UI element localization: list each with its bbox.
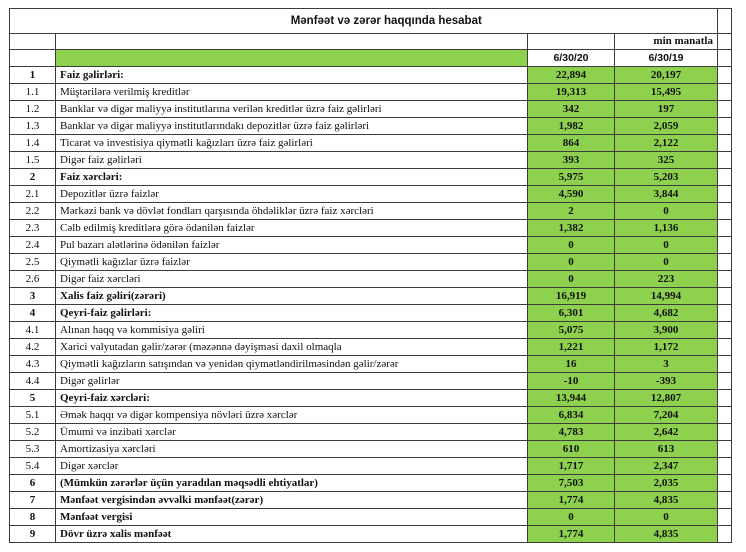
row-label: Qeyri-faiz xərcləri: [56, 390, 528, 407]
table-row [10, 390, 732, 407]
value-2020: 1,221 [528, 339, 615, 356]
value-2019: 3,900 [615, 322, 718, 339]
spacer-cell [718, 458, 732, 475]
income-statement-table [9, 8, 732, 543]
row-label: Ümumi və inzibati xərclər [56, 424, 528, 441]
table-row [10, 237, 732, 254]
row-index: 2.4 [10, 237, 56, 254]
spacer-cell [718, 271, 732, 288]
row-label: Qeyri-faiz gəlirləri: [56, 305, 528, 322]
table-row [10, 441, 732, 458]
table-row [10, 135, 732, 152]
value-2020: 2 [528, 203, 615, 220]
row-index: 2.1 [10, 186, 56, 203]
report-title: Mənfəət və zərər haqqında hesabat [56, 9, 718, 34]
row-label: Digər faiz gəlirləri [56, 152, 528, 169]
table-row [10, 67, 732, 84]
value-2020: 4,590 [528, 186, 615, 203]
spacer-cell [718, 441, 732, 458]
row-label: Amortizasiya xərcləri [56, 441, 528, 458]
date-header-row [10, 50, 732, 67]
row-label: Digər faiz xərcləri [56, 271, 528, 288]
row-label: Əmək haqqı və digər kompensiya növləri üzrə xərclər [56, 407, 528, 424]
value-2020: 0 [528, 509, 615, 526]
value-2020: 0 [528, 254, 615, 271]
table-row [10, 407, 732, 424]
value-2019: 4,682 [615, 305, 718, 322]
row-index: 1.2 [10, 101, 56, 118]
row-index: 9 [10, 526, 56, 543]
value-2019: 4,835 [615, 526, 718, 543]
header-highlight [56, 50, 528, 67]
row-index: 5 [10, 390, 56, 407]
table-row [10, 356, 732, 373]
row-label: Pul bazarı alətlərinə ödənilən faizlər [56, 237, 528, 254]
row-index: 4.1 [10, 322, 56, 339]
row-label: Müştərilərə verilmiş kreditlər [56, 84, 528, 101]
table-row [10, 458, 732, 475]
table-row [10, 101, 732, 118]
spacer-cell [718, 526, 732, 543]
spacer-cell [718, 509, 732, 526]
row-label: Qiymətli kağızların satışından və yenidən qiymətləndirilməsindən gəlir/zərər [56, 356, 528, 373]
row-index: 5.4 [10, 458, 56, 475]
spacer-cell [718, 135, 732, 152]
column-header-2020: 6/30/20 [528, 50, 615, 67]
row-label: Xarici valyutadan gəlir/zərər (məzənnə dəyişməsi daxil olmaqla [56, 339, 528, 356]
spacer-cell [718, 169, 732, 186]
table-row [10, 339, 732, 356]
row-label: Digər gəlirlər [56, 373, 528, 390]
table-row [10, 203, 732, 220]
value-2019: 5,203 [615, 169, 718, 186]
column-header-2019: 6/30/19 [615, 50, 718, 67]
row-index: 2.3 [10, 220, 56, 237]
row-label: Mənfəət vergisindən əvvəlki mənfəət(zərər) [56, 492, 528, 509]
row-label: Digər xərclər [56, 458, 528, 475]
value-2019: 0 [615, 203, 718, 220]
spacer-cell [718, 118, 732, 135]
row-index: 2 [10, 169, 56, 186]
row-label: Banklar və digər maliyyə institutlarına verilən kreditlər üzrə faiz gəlirləri [56, 101, 528, 118]
value-2020: 1,774 [528, 492, 615, 509]
spacer-cell [718, 424, 732, 441]
row-index: 1.1 [10, 84, 56, 101]
unit-row [10, 34, 732, 50]
table-row [10, 84, 732, 101]
table-row [10, 152, 732, 169]
row-index: 8 [10, 509, 56, 526]
value-2020: 1,717 [528, 458, 615, 475]
row-index: 1.5 [10, 152, 56, 169]
value-2020: 864 [528, 135, 615, 152]
row-index: 2.2 [10, 203, 56, 220]
table-row [10, 475, 732, 492]
row-label: Cəlb edilmiş kreditlərə görə ödənilən faizlər [56, 220, 528, 237]
value-2020: -10 [528, 373, 615, 390]
row-label: Depozitlər üzrə faizlər [56, 186, 528, 203]
value-2019: 3,844 [615, 186, 718, 203]
value-2019: 2,347 [615, 458, 718, 475]
row-label: Ticarət və investisiya qiymətli kağızları üzrə faiz gəlirləri [56, 135, 528, 152]
table-row [10, 118, 732, 135]
spacer-cell [718, 407, 732, 424]
row-index: 5.1 [10, 407, 56, 424]
row-index: 6 [10, 475, 56, 492]
value-2019: -393 [615, 373, 718, 390]
table-row [10, 305, 732, 322]
spacer-cell [718, 186, 732, 203]
spacer-cell [718, 356, 732, 373]
row-index: 7 [10, 492, 56, 509]
value-2020: 19,313 [528, 84, 615, 101]
row-index: 2.6 [10, 271, 56, 288]
value-2019: 0 [615, 254, 718, 271]
value-2019: 14,994 [615, 288, 718, 305]
value-2019: 12,807 [615, 390, 718, 407]
row-label: Faiz xərcləri: [56, 169, 528, 186]
value-2020: 16 [528, 356, 615, 373]
row-index: 1.3 [10, 118, 56, 135]
row-index: 4.2 [10, 339, 56, 356]
spacer-cell [718, 84, 732, 101]
spacer-cell [718, 67, 732, 84]
value-2019: 4,835 [615, 492, 718, 509]
value-2019: 15,495 [615, 84, 718, 101]
value-2019: 20,197 [615, 67, 718, 84]
value-2020: 5,975 [528, 169, 615, 186]
value-2019: 2,035 [615, 475, 718, 492]
spacer-cell [718, 322, 732, 339]
spacer-cell [718, 220, 732, 237]
row-index: 2.5 [10, 254, 56, 271]
value-2019: 197 [615, 101, 718, 118]
spacer-cell [718, 288, 732, 305]
table-row [10, 186, 732, 203]
row-index: 5.3 [10, 441, 56, 458]
value-2020: 6,301 [528, 305, 615, 322]
value-2019: 2,642 [615, 424, 718, 441]
spacer-cell [718, 390, 732, 407]
table-row [10, 509, 732, 526]
value-2020: 22,894 [528, 67, 615, 84]
row-label: Faiz gəlirləri: [56, 67, 528, 84]
table-row [10, 526, 732, 543]
value-2019: 0 [615, 237, 718, 254]
table-row [10, 169, 732, 186]
value-2020: 1,982 [528, 118, 615, 135]
value-2019: 223 [615, 271, 718, 288]
value-2020: 4,783 [528, 424, 615, 441]
spacer-cell [718, 101, 732, 118]
value-2019: 3 [615, 356, 718, 373]
value-2020: 0 [528, 237, 615, 254]
table-row [10, 220, 732, 237]
row-label: Banklar və digər maliyyə institutlarındakı depozitlər üzrə faiz gəlirləri [56, 118, 528, 135]
table-row [10, 373, 732, 390]
value-2020: 610 [528, 441, 615, 458]
value-2019: 613 [615, 441, 718, 458]
row-label: Xalis faiz gəliri(zərəri) [56, 288, 528, 305]
row-label: Alınan haqq və kommisiya gəliri [56, 322, 528, 339]
row-index: 4 [10, 305, 56, 322]
row-index: 3 [10, 288, 56, 305]
value-2019: 0 [615, 509, 718, 526]
value-2019: 7,204 [615, 407, 718, 424]
value-2019: 1,172 [615, 339, 718, 356]
row-index: 5.2 [10, 424, 56, 441]
value-2020: 7,503 [528, 475, 615, 492]
value-2020: 0 [528, 271, 615, 288]
value-2019: 2,059 [615, 118, 718, 135]
spacer-cell [718, 475, 732, 492]
value-2020: 1,382 [528, 220, 615, 237]
spacer-cell [718, 152, 732, 169]
value-2020: 13,944 [528, 390, 615, 407]
spacer-cell [718, 305, 732, 322]
spacer-cell [718, 254, 732, 271]
row-label: Dövr üzrə xalis mənfəət [56, 526, 528, 543]
table-row [10, 271, 732, 288]
row-label: (Mümkün zərərlər üçün yaradılan məqsədli ehtiyatlar) [56, 475, 528, 492]
value-2019: 1,136 [615, 220, 718, 237]
row-index: 4.3 [10, 356, 56, 373]
value-2020: 5,075 [528, 322, 615, 339]
value-2020: 6,834 [528, 407, 615, 424]
title-row [10, 9, 732, 34]
table-row [10, 424, 732, 441]
row-label: Qiymətli kağızlar üzrə faizlər [56, 254, 528, 271]
table-row [10, 288, 732, 305]
row-index: 1 [10, 67, 56, 84]
row-index: 1.4 [10, 135, 56, 152]
table-row [10, 322, 732, 339]
table-body [10, 9, 732, 543]
spacer-cell [718, 373, 732, 390]
value-2019: 325 [615, 152, 718, 169]
value-2020: 393 [528, 152, 615, 169]
table-row [10, 492, 732, 509]
row-index: 4.4 [10, 373, 56, 390]
unit-label: min manatla [615, 34, 718, 50]
value-2020: 342 [528, 101, 615, 118]
row-label: Mərkəzi bank və dövlət fondları qarşısında öhdəliklər üzrə faiz xərcləri [56, 203, 528, 220]
spacer-cell [718, 339, 732, 356]
table-row [10, 254, 732, 271]
value-2020: 1,774 [528, 526, 615, 543]
spacer-cell [718, 492, 732, 509]
row-label: Mənfəət vergisi [56, 509, 528, 526]
spacer-cell [718, 203, 732, 220]
spacer-cell [718, 237, 732, 254]
value-2019: 2,122 [615, 135, 718, 152]
value-2020: 16,919 [528, 288, 615, 305]
